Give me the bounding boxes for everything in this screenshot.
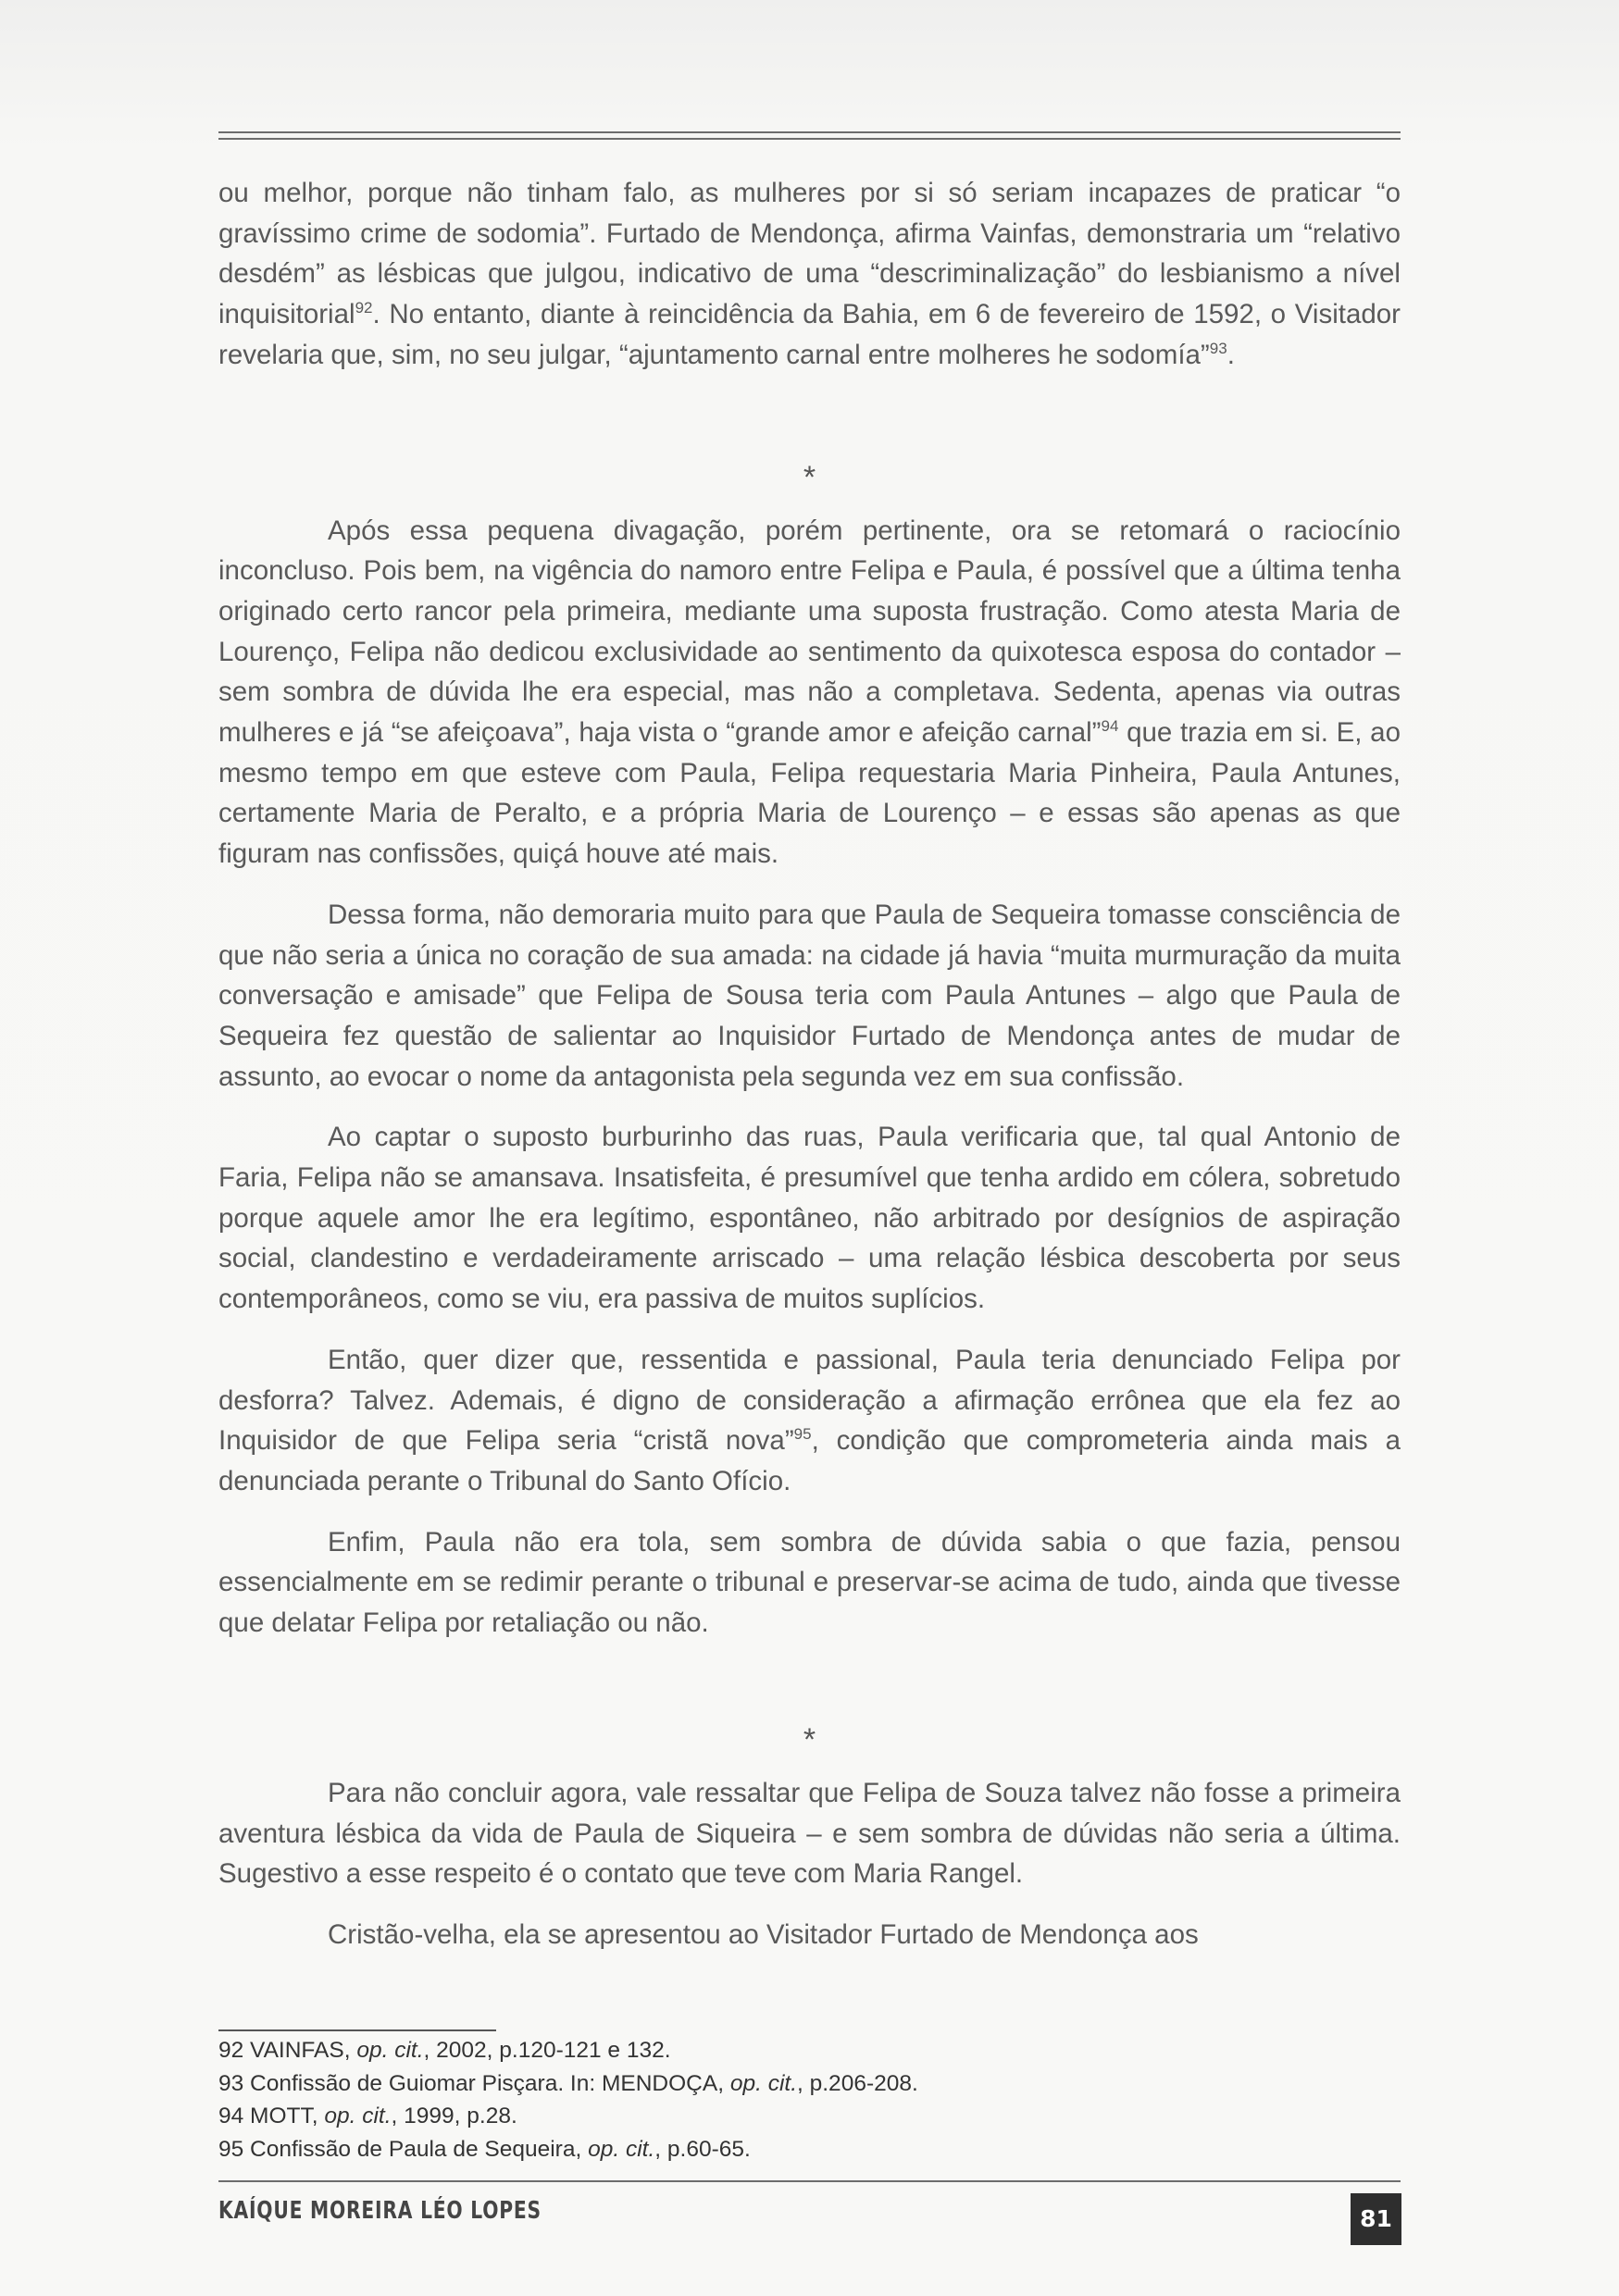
footnote-ref-94[interactable]: 94 bbox=[1101, 717, 1119, 736]
paragraph-6: Enfim, Paula não era tola, sem sombra de dúvida sabia o que fazia, pensou essencialmente em se redimir perante o tribunal e preservar-se acima de tudo, ainda que tivesse que delatar Felipa por retaliação ou não. bbox=[218, 1526, 1401, 1639]
section-separator-asterisk: * bbox=[803, 459, 816, 495]
paragraph-2-text-a: Após essa pequena divagação, porém pertinente, ora se retomará o raciocínio inconcluso. Pois bem, na vigência do namoro entre Felipa e Paula, é possível que a última tenha originado certo rancor pela primeira, mediante uma suposta frustração. Como atesta Maria de Lourenço, Felipa não dedicou exclusividade ao sentimento da quixotesca esposa do contador – sem sombra de dúvida lhe era especial, mas não a completava. Sedenta, apenas via outras mulheres e já “se afeiçoava”, haja vista o “grande amor e afeição carnal” bbox=[218, 515, 1401, 749]
footnote-ref-95[interactable]: 95 bbox=[793, 1425, 812, 1444]
footnote-ref-92[interactable]: 92 bbox=[355, 299, 373, 317]
paragraph-1 bbox=[218, 173, 1401, 376]
paragraph-4: Ao captar o suposto burburinho das ruas, Paula verificaria que, tal qual Antonio de Faria, Felipa não se amansava. Insatisfeita, é presumível que tenha ardido em cólera, sobretudo porque aquele amor lhe era legítimo, espontâneo, não arbitrado por desígnios de aspiração social, clandestino e verdadeiramente arriscado – uma relação lésbica descoberta por seus contemporâneos, como se viu, era passiva de muitos suplícios. bbox=[218, 1122, 1401, 1315]
footnote-95: 95 Confissão de Paula de Sequeira, op. cit., p.60-65. bbox=[218, 2136, 751, 2162]
footnote-94: 94 MOTT, op. cit., 1999, p.28. bbox=[218, 2104, 517, 2128]
paragraph-1-text-c: . bbox=[1227, 339, 1235, 370]
paragraph-1-text-b: . No entanto, diante à reincidência da Bahia, em 6 de fevereiro de 1592, o Visitador revelaria que, sim, no seu julgar, “ajuntamento carnal entre molheres he sodomía” bbox=[218, 299, 1401, 370]
paragraph-5-text-b: , condição que comprometeria ainda mais a denunciada perante o Tribunal do Santo Ofício. bbox=[218, 1425, 1401, 1496]
section-separator-asterisk-2: * bbox=[803, 1721, 816, 1757]
paragraph-7: Para não concluir agora, vale ressaltar que Felipa de Souza talvez não fosse a primeira aventura lésbica da vida de Paula de Siqueira – e sem sombra de dúvidas não seria a última. Sugestivo a esse respeito é o contato que teve com Maria Rangel. bbox=[218, 1777, 1401, 1890]
paragraph-1-text-a: ou melhor, porque não tinham falo, as mulheres por si só seriam incapazes de praticar “o gravíssimo crime de sodomia”. Furtado de Mendonça, afirma Vainfas, demonstraria um “relativo desdém” as lésbicas que julgou, indicativo de uma “descriminalização” do lesbianismo a nível inquisitorial bbox=[218, 178, 1401, 330]
footnotes bbox=[218, 2034, 1401, 2166]
footnote-93: 93 Confissão de Guiomar Pisçara. In: MENDOÇA, op. cit., p.206-208. bbox=[218, 2070, 918, 2096]
paragraph-2 bbox=[218, 511, 1401, 875]
paragraph-5-text-a: Então, quer dizer que, ressentida e passional, Paula teria denunciado Felipa por desforra? Talvez. Ademais, é digno de consideração a afirmação errônea que ela fez ao Inquisidor de que Felipa seria “cristã nova” bbox=[218, 1344, 1401, 1457]
paragraph-8: Cristão-velha, ela se apresentou ao Visitador Furtado de Mendonça aos bbox=[328, 1918, 1199, 1950]
header-double-rule bbox=[218, 131, 1401, 140]
footnote-ref-93[interactable]: 93 bbox=[1209, 339, 1227, 357]
footer-author-name: KAÍQUE MOREIRA LÉO LOPES bbox=[218, 2197, 542, 2225]
footer-rule bbox=[218, 2180, 1401, 2182]
page-number-badge: 81 bbox=[1351, 2193, 1401, 2245]
footnote-92: 92 VAINFAS, op. cit., 2002, p.120-121 e 132. bbox=[218, 2038, 671, 2063]
paragraph-5 bbox=[218, 1340, 1401, 1502]
paragraph-3: Dessa forma, não demoraria muito para que Paula de Sequeira tomasse consciência de que não seria a única no coração de sua amada: na cidade já havia “muita murmuração da muita conversação e amisade” que Felipa de Sousa teria com Paula Antunes – algo que Paula de Sequeira fez questão de salientar ao Inquisidor Furtado de Mendonça antes de mudar de assunto, ao evocar o nome da antagonista pela segunda vez em sua confissão. bbox=[218, 899, 1401, 1092]
body-text bbox=[218, 173, 1401, 1955]
paragraph-2-text-b: que trazia em si. E, ao mesmo tempo em que esteve com Paula, Felipa requestaria Maria Pinheira, Paula Antunes, certamente Maria de Peraltо, e a própria Maria de Lourenço – e essas são apenas as que figuram nas confissões, quiçá houve até mais. bbox=[218, 717, 1401, 870]
footnote-separator-rule bbox=[218, 2029, 496, 2031]
